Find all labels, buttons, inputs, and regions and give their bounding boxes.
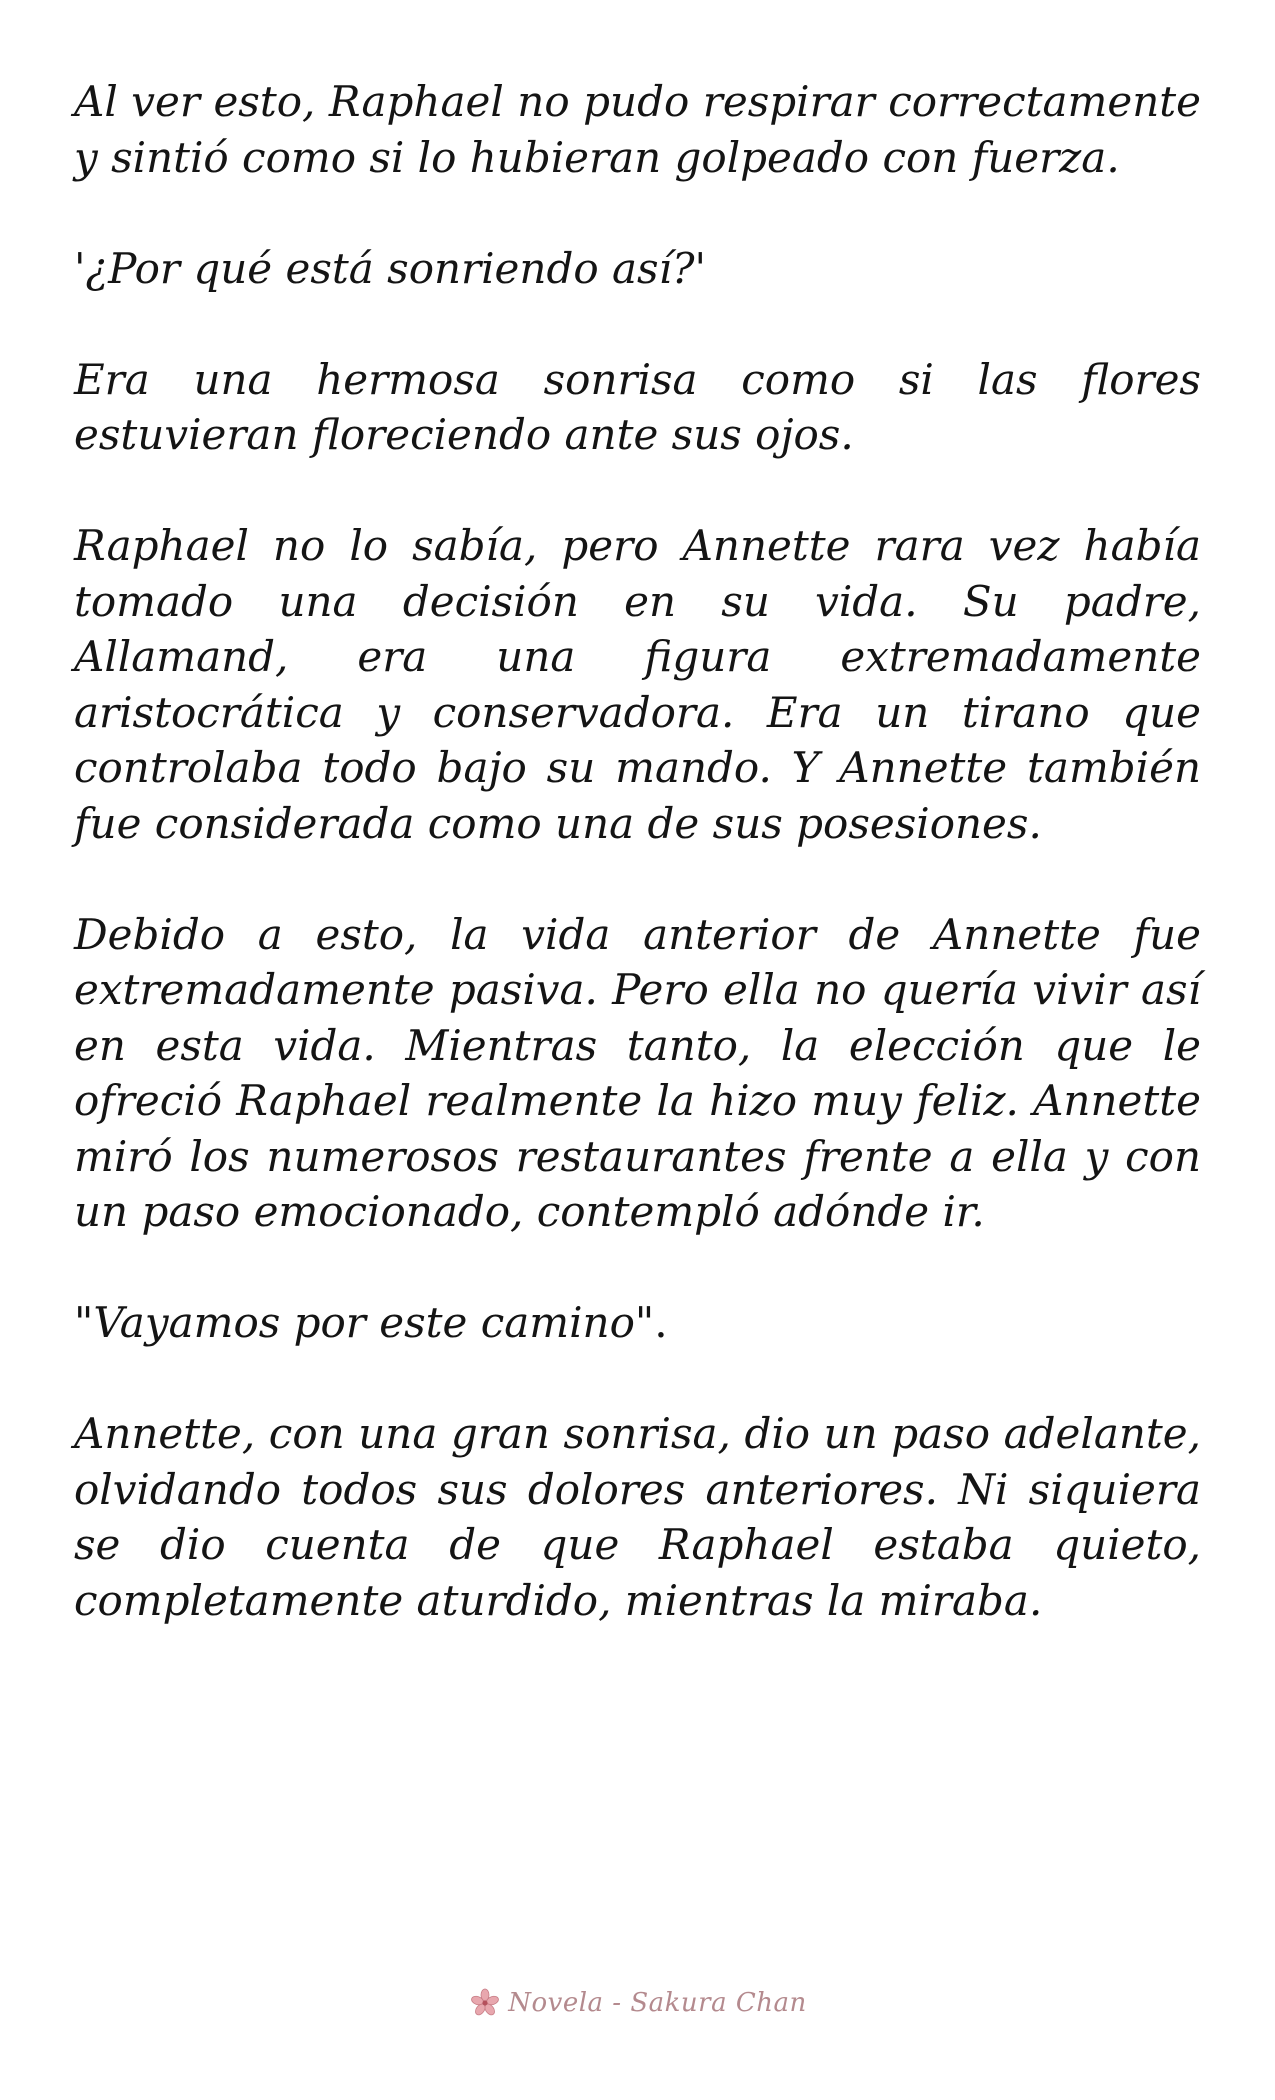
paragraph-1: Al ver esto, Raphael no pudo respirar correctamente y sintió como si lo hubieran golpeado con fuerza.	[74, 77, 1201, 182]
thought-quote	[74, 241, 1201, 297]
paragraph-4: Raphael no lo sabía, pero Annette rara vez había tomado una decisión en su vida. Su padre, Allamand, era una figura extremadamente aristocrática y conservadora. Era un tirano que controlaba todo bajo su mando. Y Annette también fue considerada como una de sus posesiones.	[74, 521, 1201, 848]
dialogue-close-mark: ".	[634, 1298, 668, 1347]
paragraph-3: Era una hermosa sonrisa como si las flores estuvieran floreciendo ante sus ojos.	[74, 354, 1201, 459]
quote-close-mark: '	[694, 243, 707, 293]
dialogue-open-mark: "	[74, 1298, 94, 1347]
quote-text: ¿Por qué está sonriendo así?	[85, 243, 695, 293]
paragraph-5: Debido a esto, la vida anterior de Annette fue extremadamente pasiva. Pero ella no quería vivir así en esta vida. Mientras tanto, la elección que le ofreció Raphael realmente la hizo muy feliz. Annette miró los numerosos restaurantes frente a ella y con un paso emocionado, contempló adónde ir.	[74, 909, 1201, 1236]
sakura-flower-icon	[468, 1986, 502, 2020]
dialogue-quote	[74, 1295, 1201, 1351]
footer-credit-text: Novela - Sakura Chan	[508, 1988, 807, 2018]
chapter-text	[74, 74, 1201, 1684]
paragraph-7: Annette, con una gran sonrisa, dio un paso adelante, olvidando todos sus dolores anteriores. Ni siquiera se dio cuenta de que Raphael estaba quieto, completamente aturdido, mientras la miraba.	[74, 1409, 1201, 1625]
footer-credit	[0, 1986, 1275, 2020]
quote-open-mark: '	[74, 243, 86, 293]
dialogue-text: Vayamos por este camino	[93, 1298, 635, 1347]
